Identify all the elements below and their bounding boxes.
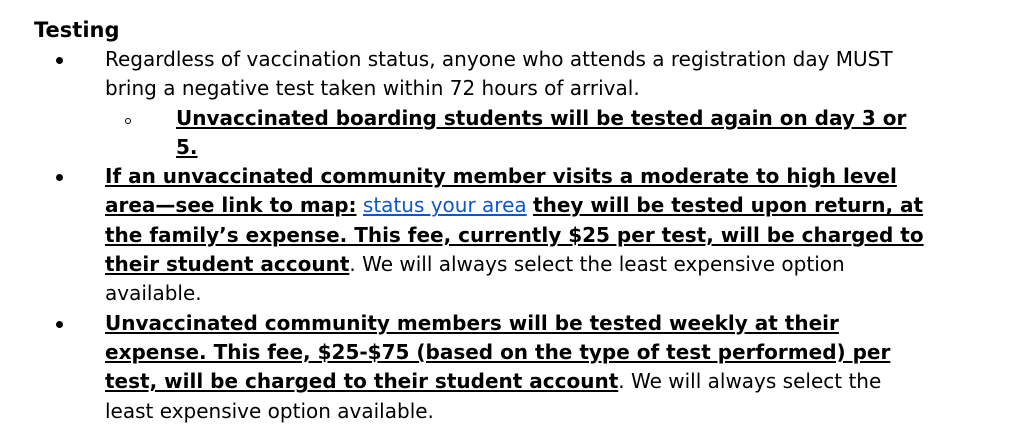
bullet-list	[0, 45, 1024, 426]
bullet-bold-text: Unvaccinated community members will be tested weekly at their expense. This fee, $25-$75 (based on the type of test performed) per test, will be charged to their student account	[105, 310, 891, 394]
sub-bullet-text: Unvaccinated boarding students will be tested again on day 3 or 5.	[176, 105, 907, 159]
list-item	[0, 309, 935, 426]
status-area-link[interactable]: status your area	[362, 193, 527, 218]
sub-list-item	[105, 104, 916, 163]
list-item	[0, 45, 935, 162]
bullet-text: . We will always select the least expensive option available.	[105, 252, 845, 306]
hollow-bullet-icon	[125, 118, 131, 124]
bullet-bold-text: they will be tested upon return, at the family’s expense. This fee, currently $25 per test, will be charged to their student account	[105, 193, 924, 277]
bullet-text: . We will always select the least expensive option available.	[105, 369, 882, 423]
bullet-icon	[56, 57, 63, 64]
bullet-bold-text: If an unvaccinated community member visits a moderate to high level area—see link to map:	[105, 164, 897, 218]
bullet-text: Regardless of vaccination status, anyone who attends a registration day MUST bring a negative test taken within 72 hours of arrival.	[105, 47, 893, 101]
sub-list	[105, 104, 935, 163]
list-item	[0, 162, 935, 308]
bullet-icon	[56, 174, 63, 181]
section-heading: Testing	[34, 18, 120, 42]
bullet-icon	[56, 321, 63, 328]
